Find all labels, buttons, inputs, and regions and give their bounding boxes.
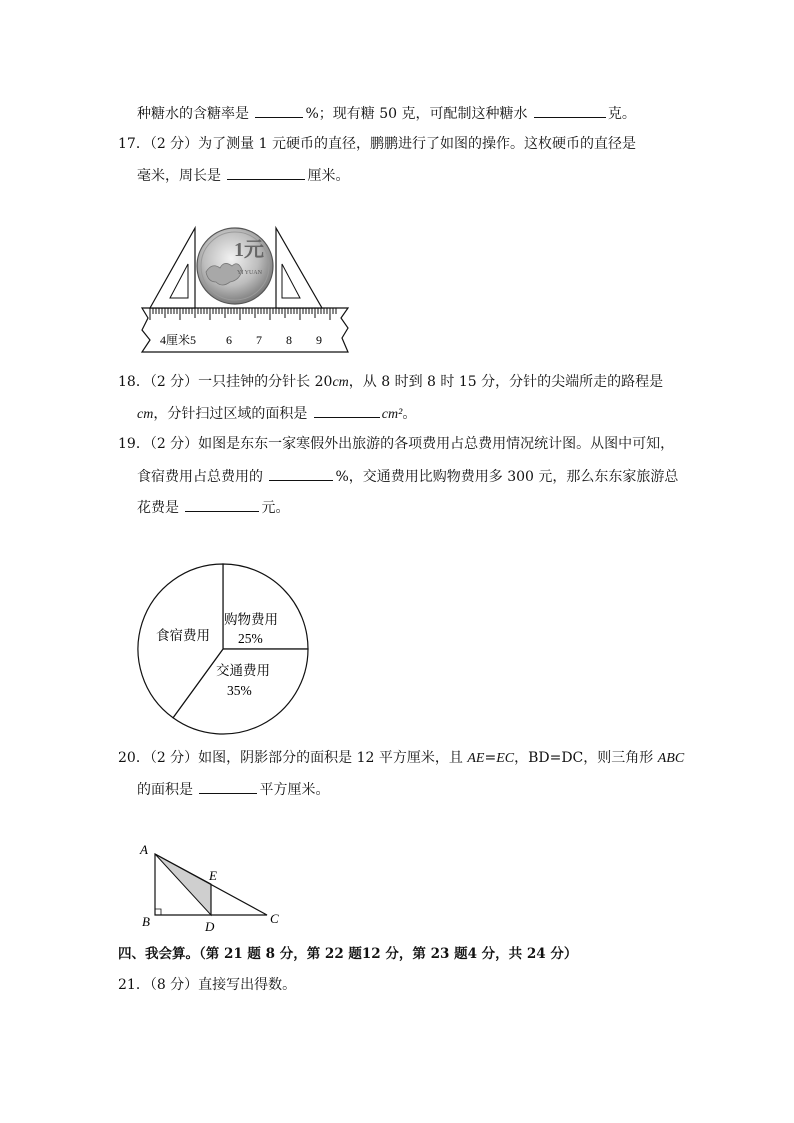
pie-value-shopping: 25% (238, 631, 263, 646)
q19-line3 (137, 497, 289, 518)
q18-unit-cm2: cm² (381, 407, 403, 422)
point-d: D (205, 919, 215, 934)
pie-slice-shopping (223, 564, 308, 649)
q18-line2 (137, 403, 416, 425)
q17-number: 17．（2 分） (118, 136, 199, 152)
q17-text-1: 为了测量 1 元硬币的直径，鹏鹏进行了如图的操作。这枚硬币的直径是 (198, 136, 636, 152)
q17-line2 (137, 165, 349, 186)
q17-text-2b: 厘米。 (307, 168, 350, 184)
q20-text-2a: 的面积是 (137, 782, 198, 798)
q18-text-2b: ，分针扫过区域的面积是 (153, 406, 312, 422)
q19-text-2b: %，交通费用比购物费用多 300 元，那么东东家旅游总 (335, 469, 679, 485)
right-angle-mark (155, 909, 161, 915)
ruler-label-8: 8 (286, 333, 292, 347)
q19-text-2a: 食宿费用占总费用的 (137, 469, 268, 485)
q21-number: 21．（8 分） (118, 977, 199, 993)
q16-text-c: 克。 (607, 106, 636, 122)
q16-line2 (137, 103, 636, 124)
q18-text-1c: ，从 8 时到 8 时 15 分，分针的尖端所走的路程是 (348, 374, 664, 390)
q19-blank-total[interactable] (185, 497, 259, 512)
q20-line2 (137, 779, 329, 800)
q19-line2 (137, 466, 678, 487)
q18-blank-area[interactable] (314, 403, 380, 418)
q20-line1 (118, 748, 684, 769)
q17-line1 (118, 134, 636, 154)
q17-text-2a: 毫米，周长是 (137, 168, 226, 184)
coin-ruler-figure (136, 220, 358, 360)
q19-blank-percent[interactable] (269, 466, 333, 481)
expense-pie-chart (136, 558, 312, 738)
ruler-label-6: 6 (226, 333, 232, 347)
q20-seg-ec: EC (496, 751, 515, 766)
pie-label-transport: 交通费用 (216, 663, 270, 678)
q16-blank-mass[interactable] (534, 103, 606, 118)
q20-text-2b: 平方厘米。 (259, 782, 330, 798)
shaded-region (155, 854, 211, 915)
triangle-figure (136, 838, 286, 938)
q19-line1 (118, 434, 674, 454)
q16-blank-rate[interactable] (255, 103, 303, 118)
q19-text-3b: 元。 (261, 500, 290, 516)
q18-unit-cm-1: cm (332, 375, 349, 390)
ruler-label-unit: 4厘米5 (160, 333, 197, 347)
ruler-label-9: 9 (316, 333, 322, 347)
q18-unit-cm-2: cm (137, 407, 154, 422)
ruler-label-7: 7 (256, 333, 262, 347)
left-set-square (150, 228, 195, 308)
q20-text-1a: 如图，阴影部分的面积是 12 平方厘米，且 (198, 750, 468, 766)
point-c: C (270, 911, 279, 926)
q21-text: 直接写出得数。 (198, 977, 297, 993)
q19-text-1: 如图是东东一家寒假外出旅游的各项费用占总费用情况统计图。从图中可知， (198, 436, 675, 452)
q16-text-b: %；现有糖 50 克，可配制这种糖水 (305, 106, 532, 122)
one-yuan-coin (197, 228, 273, 304)
pie-value-transport: 35% (227, 683, 252, 698)
q20-seg-ae: AE (467, 751, 485, 766)
point-a: A (140, 842, 148, 857)
coin-value: 1元 (234, 239, 264, 261)
q21-line1 (118, 975, 296, 995)
ruler (142, 308, 348, 352)
q18-number: 18．（2 分） (118, 374, 199, 390)
q16-text-a: 种糖水的含糖率是 (137, 106, 254, 122)
point-e: E (209, 868, 217, 883)
point-b: B (142, 914, 150, 929)
q20-blank-area[interactable] (199, 779, 257, 794)
q18-text-2d: 。 (402, 406, 417, 422)
q20-triangle-abc: ABC (657, 751, 685, 766)
q19-number: 19．（2 分） (118, 436, 199, 452)
q18-text-1a: 一只挂钟的分针长 20 (198, 374, 333, 390)
pie-label-food-lodging: 食宿费用 (156, 628, 210, 643)
right-set-square (276, 228, 322, 308)
section-4-title: 四、我会算。（第 21 题 8 分，第 22 题12 分，第 23 题4 分，共 24 分） (118, 946, 578, 962)
q20-eq: = (484, 750, 497, 766)
q18-line1 (118, 372, 663, 393)
q17-blank-circumference[interactable] (227, 165, 305, 180)
q19-text-3a: 花费是 (137, 500, 184, 516)
q20-number: 20．（2 分） (118, 750, 199, 766)
pie-label-shopping: 购物费用 (224, 612, 278, 627)
q20-text-1e: ，BD=DC，则三角形 (514, 750, 658, 766)
coin-pinyin: YI YUAN (237, 270, 262, 276)
